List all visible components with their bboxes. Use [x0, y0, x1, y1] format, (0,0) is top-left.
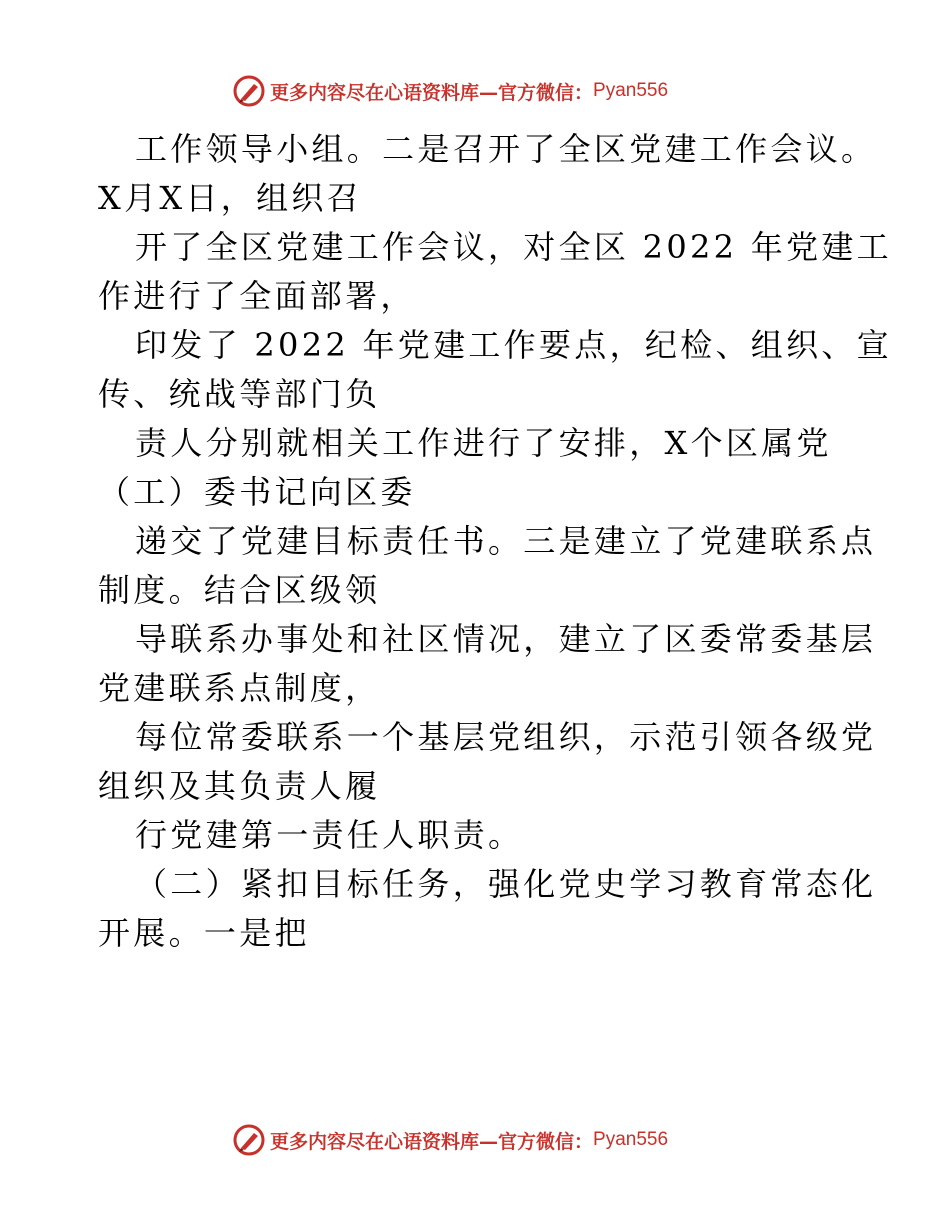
text-line: 制度。结合区级领 — [98, 571, 381, 609]
text-line: 作进行了全面部署， — [98, 277, 416, 315]
text-line: 组织及其负责人履 — [98, 767, 381, 805]
text-line: 党建联系点制度， — [98, 669, 381, 707]
pen-circle-logo-icon — [232, 1123, 266, 1157]
text-line: 传、统战等部门负 — [98, 375, 381, 413]
text-line: 责人分别就相关工作进行了安排，X个区属党 — [135, 424, 832, 462]
text-line: X月X日，组织召 — [98, 179, 362, 217]
watermark-contact: Pyan556 — [593, 1129, 669, 1150]
text-line: 递交了党建目标责任书。三是建立了党建联系点 — [135, 522, 877, 560]
watermark-footer — [232, 1122, 668, 1158]
text-line: （二）紧扣目标任务，强化党史学习教育常态化 — [135, 865, 877, 903]
document-body — [98, 125, 892, 958]
text-line: 每位常委联系一个基层党组织，示范引领各级党 — [135, 718, 877, 756]
text-line: 工作领导小组。二是召开了全区党建工作会议。 — [135, 130, 877, 168]
pen-circle-logo-icon — [232, 74, 266, 108]
text-line: 导联系办事处和社区情况，建立了区委常委基层 — [135, 620, 877, 658]
text-line: 开展。一是把 — [98, 914, 310, 952]
watermark-contact: Pyan556 — [593, 80, 669, 101]
text-line: 行党建第一责任人职责。 — [135, 816, 524, 854]
watermark-header — [232, 73, 668, 109]
watermark-text: 更多内容尽在心语资料库—官方微信： — [270, 81, 594, 104]
text-line: 开了全区党建工作会议，对全区 2022 年党建工 — [135, 228, 892, 266]
text-line: 印发了 2022 年党建工作要点，纪检、组织、宣 — [135, 326, 892, 364]
text-line: （工）委书记向区委 — [98, 473, 416, 511]
watermark-text: 更多内容尽在心语资料库—官方微信： — [270, 1130, 594, 1153]
